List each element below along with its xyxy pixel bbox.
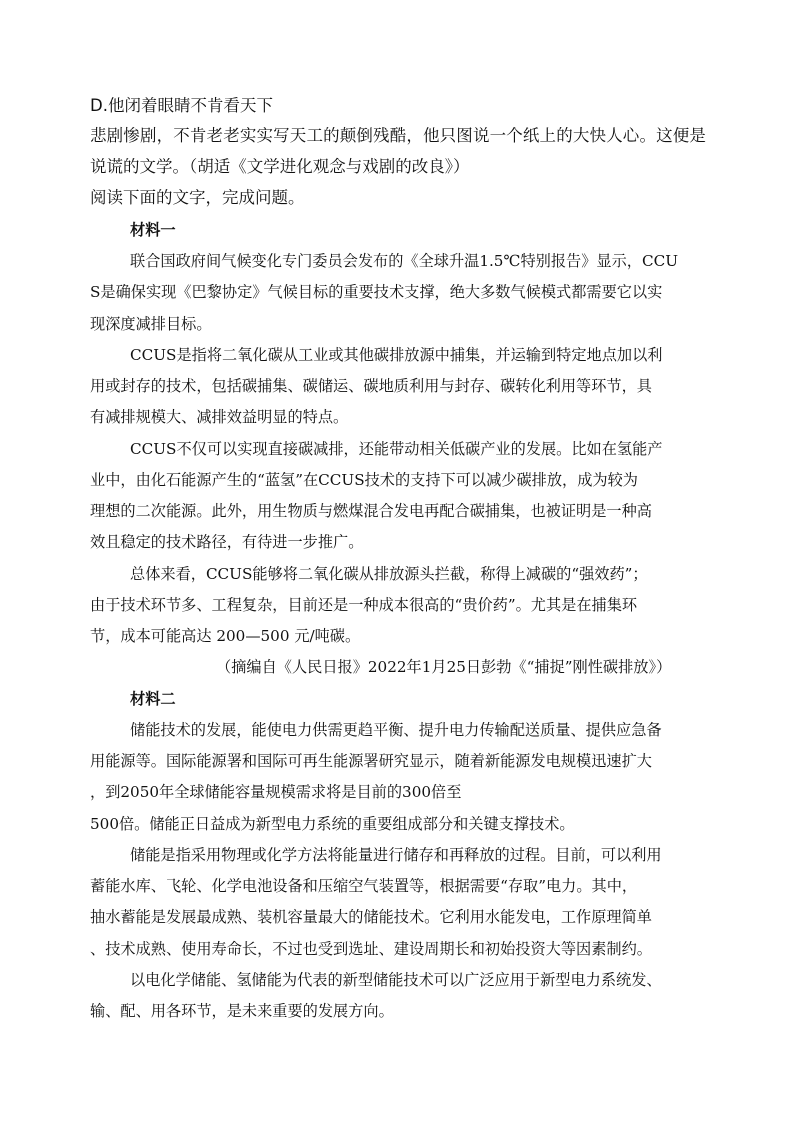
m1-p1-line2: S是确保实现《巴黎协定》气候目标的重要技术支撑，绝大多数气候模式都需要它以实 [90,283,663,301]
m2-p1-line4: 500倍。储能正日益成为新型电力系统的重要组成部分和关键支撑技术。 [90,815,575,833]
m2-p3-line1: 以电化学储能、氢储能为代表的新型储能技术可以广泛应用于新型电力系统发、 [130,971,662,989]
material-2-heading: 材料二 [130,690,176,708]
m1-p2-line2: 用或封存的技术，包括碳捕集、碳储运、碳地质利用与封存、碳转化利用等环节，具 [90,377,652,395]
quote-line-2: 说谎的文学。（胡适《文学进化观念与戏剧的改良》） [90,157,470,176]
m2-p1-line1: 储能技术的发展，能使电力供需更趋平衡、提升电力传输配送质量、提供应急备 [130,721,662,739]
m1-p3-line4: 效且稳定的技术路径，有待进一步推广。 [90,533,364,551]
m1-p3-line3: 理想的二次能源。此外，用生物质与燃煤混合发电再配合碳捕集，也被证明是一种高 [90,502,652,520]
material-1-heading: 材料一 [130,221,176,239]
m1-p1-line3: 现深度减排目标。 [90,315,212,333]
m1-p3-line1: CCUS不仅可以实现直接碳减排，还能带动相关低碳产业的发展。比如在氢能产 [130,440,663,458]
m1-p4-line2: 由于技术环节多、工程复杂，目前还是一种成本很高的“贵价药”。尤其是在捕集环 [90,596,638,614]
m2-p2-line2: 蓄能水库、飞轮、化学电池设备和压缩空气装置等，根据需要“存取”电力。其中， [90,877,638,895]
instruction-text: 阅读下面的文字，完成问题。 [90,188,305,207]
m2-p1-line2: 用能源等。国际能源署和国际可再生能源署研究显示，随着新能源发电规模迅速扩大 [90,752,652,770]
m1-p2-line3: 有减排规模大、减排效益明显的特点。 [90,408,349,426]
m2-p3-line2: 输、配、用各环节，是未来重要的发展方向。 [90,1002,394,1020]
m1-p2-line1: CCUS是指将二氧化碳从工业或其他碳排放源中捕集，并运输到特定地点加以利 [130,346,663,364]
m2-p2-line4: 、技术成熟、使用寿命长，不过也受到选址、建设周期长和初始投资大等因素制约。 [90,940,652,958]
option-d: D.他闭着眼睛不肯看天下 [90,96,273,115]
m2-p1-line3: ，到2050年全球储能容量规模需求将是目前的300倍至 [90,783,462,801]
m1-p1-line1: 联合国政府间气候变化专门委员会发布的《全球升温1.5℃特别报告》显示，CCU [130,252,678,270]
m2-p2-line1: 储能是指采用物理或化学方法将能量进行储存和再释放的过程。目前，可以利用 [130,846,662,864]
m1-p3-line2: 业中，由化石能源产生的“蓝氢”在CCUS技术的支持下可以减少碳排放，成为较为 [90,471,638,489]
m1-p4-line3: 节，成本可能高达 200—500 元/吨碳。 [90,627,361,645]
quote-line-1: 悲剧惨剧，不肯老老实实写天工的颠倒残酷，他只图说一个纸上的大快人心。这便是 [90,126,707,145]
m2-p2-line3: 抽水蓄能是发展最成熟、装机容量最大的储能技术。它利用水能发电，工作原理简单 [90,908,652,926]
m1-p4-line1: 总体来看，CCUS能够将二氧化碳从排放源头拦截，称得上减碳的“强效药”； [130,565,648,583]
m1-source-citation: （摘编自《人民日报》2022年1月25日彭勃《“捕捉”刚性碳排放》） [216,658,672,676]
